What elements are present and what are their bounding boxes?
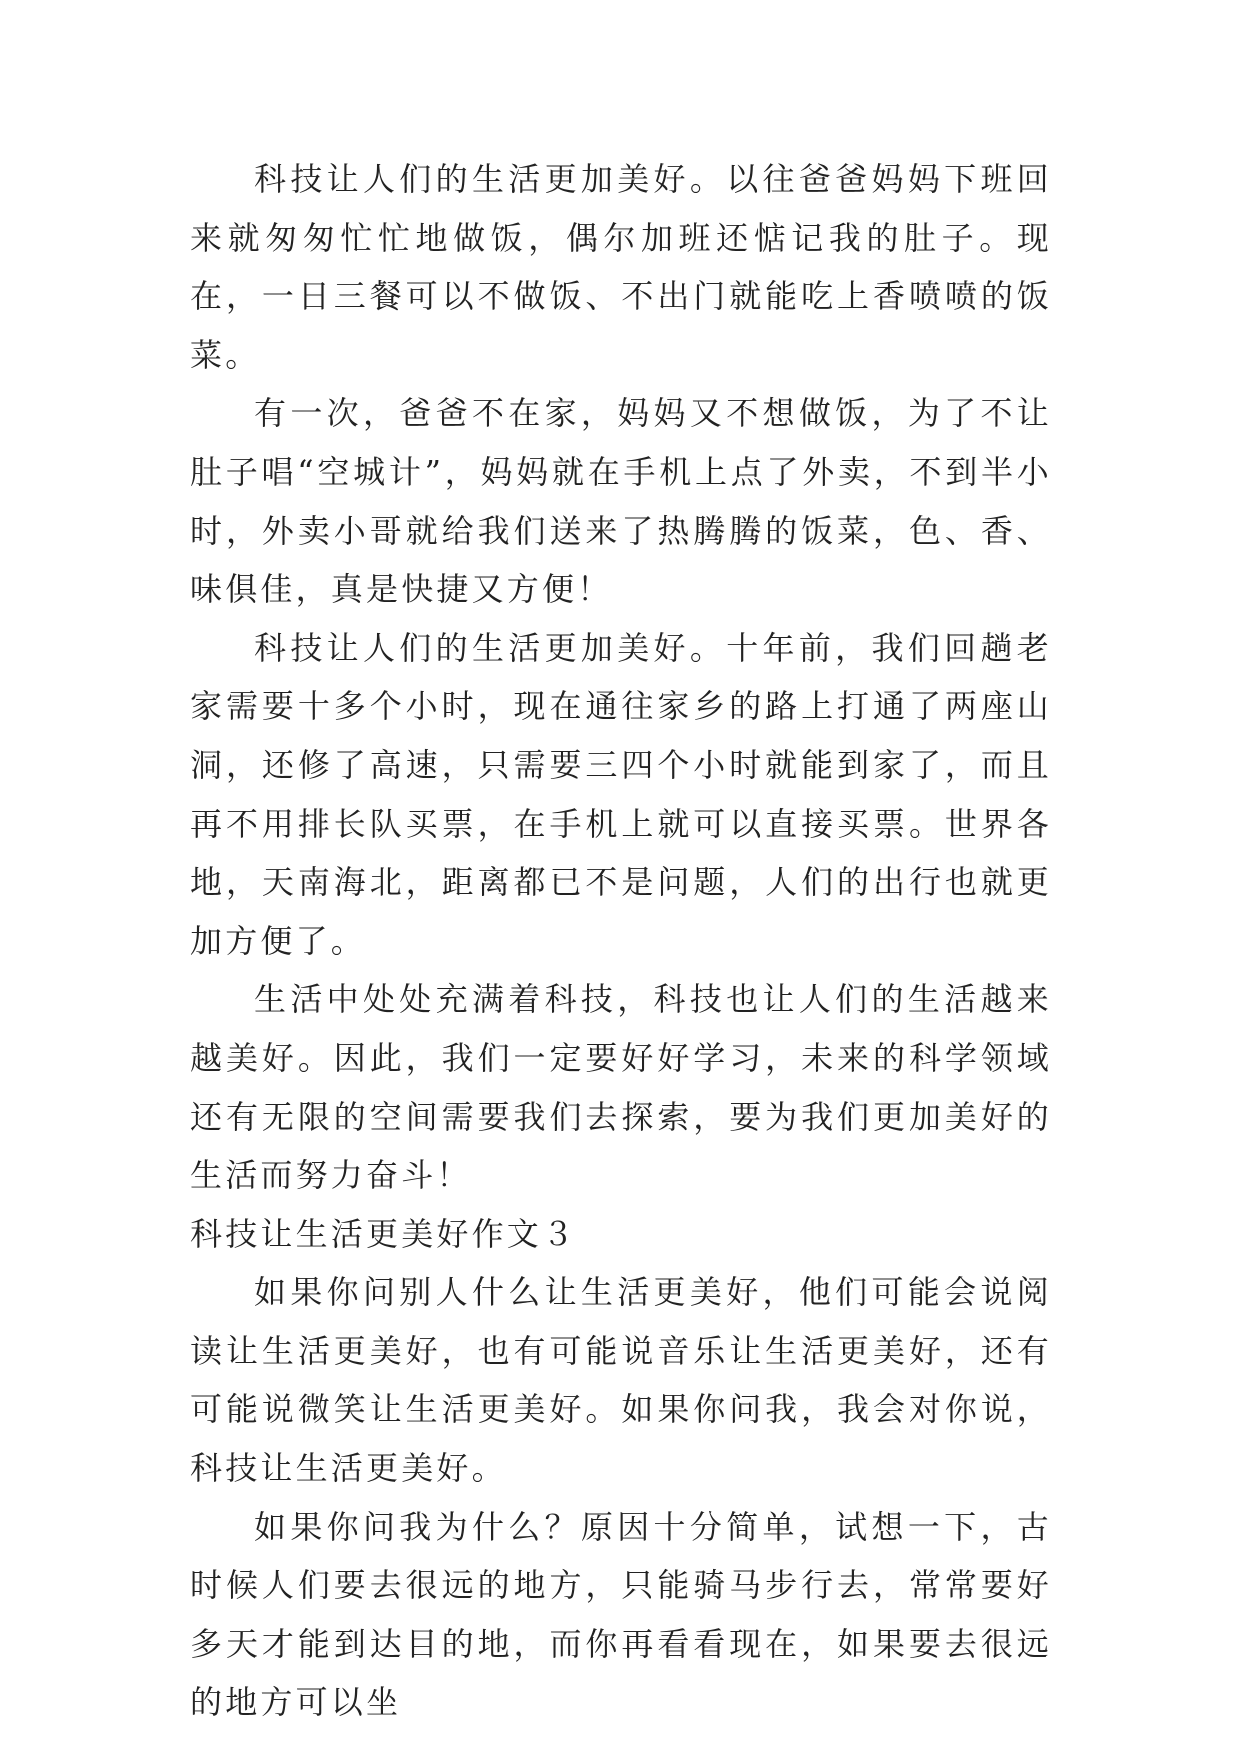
paragraph-takeout-story: 有一次，爸爸不在家，妈妈又不想做饭，为了不让肚子唱“空城计”，妈妈就在手机上点了外卖，不到半小时，外卖小哥就给我们送来了热腾腾的饭菜，色、香、味俱佳，真是快捷又方便！ (190, 394, 1052, 609)
paragraph-essay3-intro: 如果你问别人什么让生活更美好，他们可能会说阅读让生活更美好，也有可能说音乐让生活更美好，还有可能说微笑让生活更美好。如果你问我，我会对你说，科技让生活更美好。 (190, 1273, 1052, 1488)
paragraph-conclusion: 生活中处处充满着科技，科技也让人们的生活越来越美好。因此，我们一定要好好学习，未来的科学领域还有无限的空间需要我们去探索，要为我们更加美好的生活而努力奋斗！ (190, 980, 1052, 1195)
essay-heading: 科技让生活更美好作文３ (190, 1214, 578, 1253)
paragraph-takeout-intro: 科技让人们的生活更加美好。以往爸爸妈妈下班回来就匆匆忙忙地做饭，偶尔加班还惦记我的肚子。现在，一日三餐可以不做饭、不出门就能吃上香喷喷的饭菜。 (190, 160, 1052, 374)
paragraph-travel: 科技让人们的生活更加美好。十年前，我们回趟老家需要十多个小时，现在通往家乡的路上打通了两座山洞，还修了高速，只需要三四个小时就能到家了，而且再不用排长队买票，在手机上就可以直接买票。世界各地，天南海北，距离都已不是问题，人们的出行也就更加方便了。 (190, 628, 1052, 960)
document-body (190, 150, 1052, 1732)
paragraph-essay3-why: 如果你问我为什么？原因十分简单，试想一下，古时候人们要去很远的地方，只能骑马步行去，常常要好多天才能到达目的地，而你再看看现在，如果要去很远的地方可以坐 (190, 1507, 1052, 1722)
